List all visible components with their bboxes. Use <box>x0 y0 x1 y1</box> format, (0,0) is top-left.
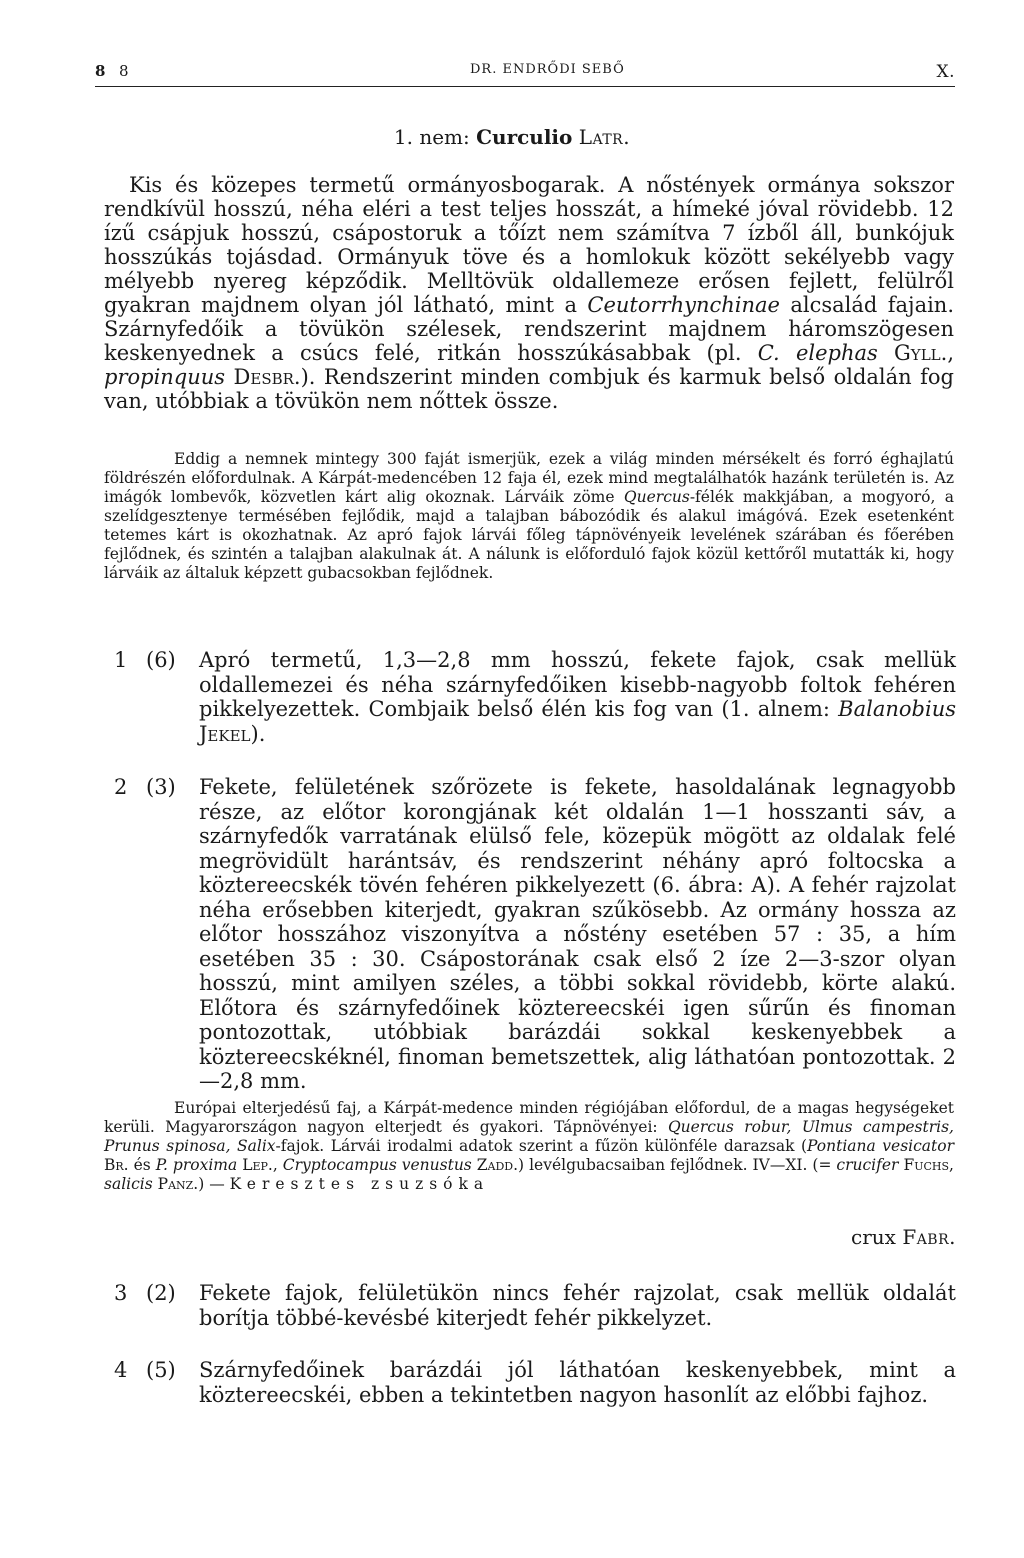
text-run: és <box>133 1156 151 1174</box>
species-epithet: crux <box>851 1225 896 1249</box>
page-number: 8 <box>119 62 130 80</box>
key-entry <box>104 1358 956 1407</box>
taxon-name: Ceutorrhynchinae <box>587 293 780 317</box>
key-text: Fekete, felületének szőrözete is fekete, hasoldalának legnagyobb része, az előtor korongjának két oldalán 1—1 hosszanti sáv, a szárnyfedők varratának elülső fele, közepük mögött az oldalak felé megrövidült harántsáv, és rendszerint néhány apró foltocska a köztereecskék tövén fehéren pikkelyezett (6. ábra: A). A fehér rajzolat néha erősebben kiterjedt, gyakran szűkösebb. Az ormány hossza az előtor hosszához viszonyítva a nőstény esetében 57 : 35, a hím esetében 35 : 30. Csápostorának csak első 2 íze 2—3-szor olyan hosszú, mint amilyen széles, a többi sokkal rövidebb, körte alakú. Előtora és szárnyfedőinek köztereecskéi igen sűrűn és finoman pontozottak, utóbbiak barázdái sokkal keskenyebbek a köztereecskéknél, finoman bemetszettek, alig láthatóan pontozottak. 2—2,8 mm. <box>199 775 956 1093</box>
text-run: Európai elterjedésű faj, a Kárpát-medence minden régiójában előfordul, de a magas hegységeket kerüli. Magyarországon nagyon elterjedt és gyakori. Tápnövényei: <box>104 1099 954 1136</box>
key-reference: (5) <box>146 1358 176 1382</box>
key-number: 4 <box>114 1358 128 1382</box>
text-run: ). <box>250 721 266 746</box>
key-text <box>199 648 956 746</box>
taxon-name: C. elephas <box>757 341 878 365</box>
key-entry <box>104 1281 956 1330</box>
genus-heading <box>0 125 1024 149</box>
text-run: ) — <box>198 1175 225 1193</box>
common-name: Keresztes zsuzsóka <box>229 1175 490 1193</box>
text-run: ) levélgubacsaiban fejlődnek. IV—XI. (= <box>518 1156 832 1174</box>
key-text: Fekete fajok, felületükön nincs fehér rajzolat, csak mellük oldalát borítja többé-kevésbé kiterjedt fehér pikkelyzet. <box>199 1281 956 1330</box>
text-run: ). Rendszerint minden combjuk és karmuk belső oldalán fog van, utóbbiak a tövükön nem nőttek össze. <box>104 365 954 413</box>
text-run: alcsalád fajain. Szárnyfedőik a tövükön szélesek, rendszerint majdnem háromszögesen keskenyednek a csúcs felé, ritkán hosszúkásabbak (pl. <box>104 293 955 365</box>
species-notes <box>104 1099 954 1194</box>
taxon-author: Lep. <box>242 1156 273 1174</box>
taxon-author: Zadd. <box>476 1156 519 1174</box>
genus-prefix: 1. nem: <box>393 125 470 149</box>
key-text: Szárnyfedőinek barázdái jól láthatóan keskenyebbek, mint a köztereecskéi, ebben a tekintetben nagyon hasonlít az előbbi fajhoz. <box>199 1358 956 1407</box>
taxon-name: Quercus robur, Ulmus campestris, Prunus spinosa, Salix <box>104 1118 954 1155</box>
genus-description-paragraph: Kis és közepes termetű ormányosbogarak. A nőstények ormánya sokszor rendkívül hosszú, néha eléri a test teljes hosszát, a hímeké jóval rövidebb. 12 ízű csápjuk hosszú, csápostoruk a tőízt nem számítva 7 ízből áll, bunkójuk hosszúkás tojásdad. Ormányuk töve és a homlokuk között sekélyebb vagy mélyebb nyereg képződik. Melltövük oldallemeze erősen fejlett, felülről gyakran majdnem olyan jól látható, mint a Ceutorrhynchinae alcsalád fajain. Szárnyfedőik a tövükön szélesek, rendszerint majdnem háromszögesen keskenyednek a csúcs felé, ritkán hosszúkásabbak (pl. C. elephas Gyll., propinquus Desbr.). Rendszerint minden combjuk és karmuk belső oldalán fog van, utóbbiak a tövükön nem nőttek össze. <box>104 173 955 413</box>
taxon-author: Panz. <box>157 1175 199 1193</box>
taxon-name: Pontiana vesicator <box>807 1137 954 1155</box>
species-name <box>851 1225 956 1249</box>
header-rule <box>95 86 955 87</box>
text-run: Kis és közepes termetű ormányosbogarak. A nőstények ormánya sokszor rendkívül hosszú, néha eléri a test teljes hosszát, a hímeké jóval rövidebb. 12 ízű csápjuk hosszú, csápostoruk a tőízt nem számítva 7 ízből áll, bunkójuk hosszúkás tojásdad. Ormányuk töve és a homlokuk között sekélyebb vagy mélyebb nyereg képződik. Melltövük oldallemeze erősen fejlett, felülről gyakran majdnem olyan jól látható, mint a <box>104 173 954 317</box>
text-run: Eddig a nemnek mintegy 300 faját ismerjük, ezek a világ minden mérsékelt és forró éghajlatú földrészén előfordulnak. A Kárpát-medencében 12 faja él, ezek mind megtalálhatók hazánk területén is. Az imágók lombevők, közvetlen kárt alig okoznak. Lárváik zöme <box>104 450 954 506</box>
key-number: 3 <box>114 1281 128 1305</box>
page-header <box>95 62 955 84</box>
text-run: -fajok. Lárvái irodalmi adatok szerint a fűzön különféle darazsak ( <box>275 1137 807 1155</box>
key-number: 2 <box>114 775 128 799</box>
genus-description <box>104 173 954 413</box>
taxon-name: P. proxima <box>155 1156 238 1174</box>
taxon-author: Gyll. <box>894 341 948 365</box>
key-number: 1 <box>114 648 128 672</box>
text-run: Apró termetű, 1,3—2,8 mm hosszú, fekete fajok, csak mellük oldallemezei és néha szárnyfedőiken kisebb-nagyobb foltok fehéren pikkelyezettek. Combjaik belső élén kis fog van (1. alnem: <box>199 648 956 721</box>
species-notes-paragraph: Európai elterjedésű faj, a Kárpát-medence minden régiójában előfordul, de a magas hegységeket kerüli. Magyarországon nagyon elterjedt és gyakori. Tápnövényei: Quercus robur, Ulmus campestris, Prunus spinosa, Salix-fajok. Lárvái irodalmi adatok szerint a fűzön különféle darazsak (Pontiana vesicator Br. és P. proxima Lep., Cryptocampus venustus Zadd.) levélgubacsaiban fejlődnek. IV—XI. (= crucifer Fuchs, salicis Panz.) — Keresztes zsuzsóka <box>104 1099 954 1193</box>
page-number-marker: 8 <box>95 62 106 80</box>
key-entry <box>104 648 956 746</box>
taxon-name: propinquus <box>104 365 226 389</box>
taxon-name: Cryptocampus venustus <box>282 1156 472 1174</box>
taxon-name: salicis <box>104 1175 153 1193</box>
taxon-name: Balanobius <box>838 697 956 721</box>
taxon-author: Br. <box>104 1156 129 1174</box>
text-run: -félék makkjában, a mogyoró, a szelídgesztenye termésében fejlődik, majd a talajban bábozódik és alakul imágóvá. Ezek esetenként tetemes kárt is okozhatnak. Az apró fajok lárvái főleg tápnövényeik levelének szárában és főerében fejlődnek, és szintén a talajban alakulnak át. A nálunk is előforduló fajok közül kettőről mutatták ki, hogy lárváik az általuk képzett gubacsokban fejlődnek. <box>104 488 954 582</box>
taxon-author: Jekel <box>199 721 251 746</box>
genus-notes <box>104 450 954 583</box>
species-author: Fabr. <box>902 1225 956 1249</box>
taxon-author: Fuchs <box>903 1156 950 1174</box>
taxon-name: crucifer <box>836 1156 899 1174</box>
key-reference: (6) <box>146 648 176 672</box>
key-reference: (2) <box>146 1281 176 1305</box>
key-entry <box>104 775 956 1094</box>
running-head-author: DR. ENDRŐDI SEBŐ <box>470 62 625 77</box>
genus-author: Latr. <box>578 125 631 149</box>
taxon-name: Quercus <box>623 488 690 506</box>
taxon-author: Desbr. <box>233 365 301 389</box>
key-reference: (3) <box>146 775 176 799</box>
genus-notes-paragraph <box>104 450 954 583</box>
section-number: X. <box>936 62 955 82</box>
genus-name: Curculio <box>476 125 573 149</box>
